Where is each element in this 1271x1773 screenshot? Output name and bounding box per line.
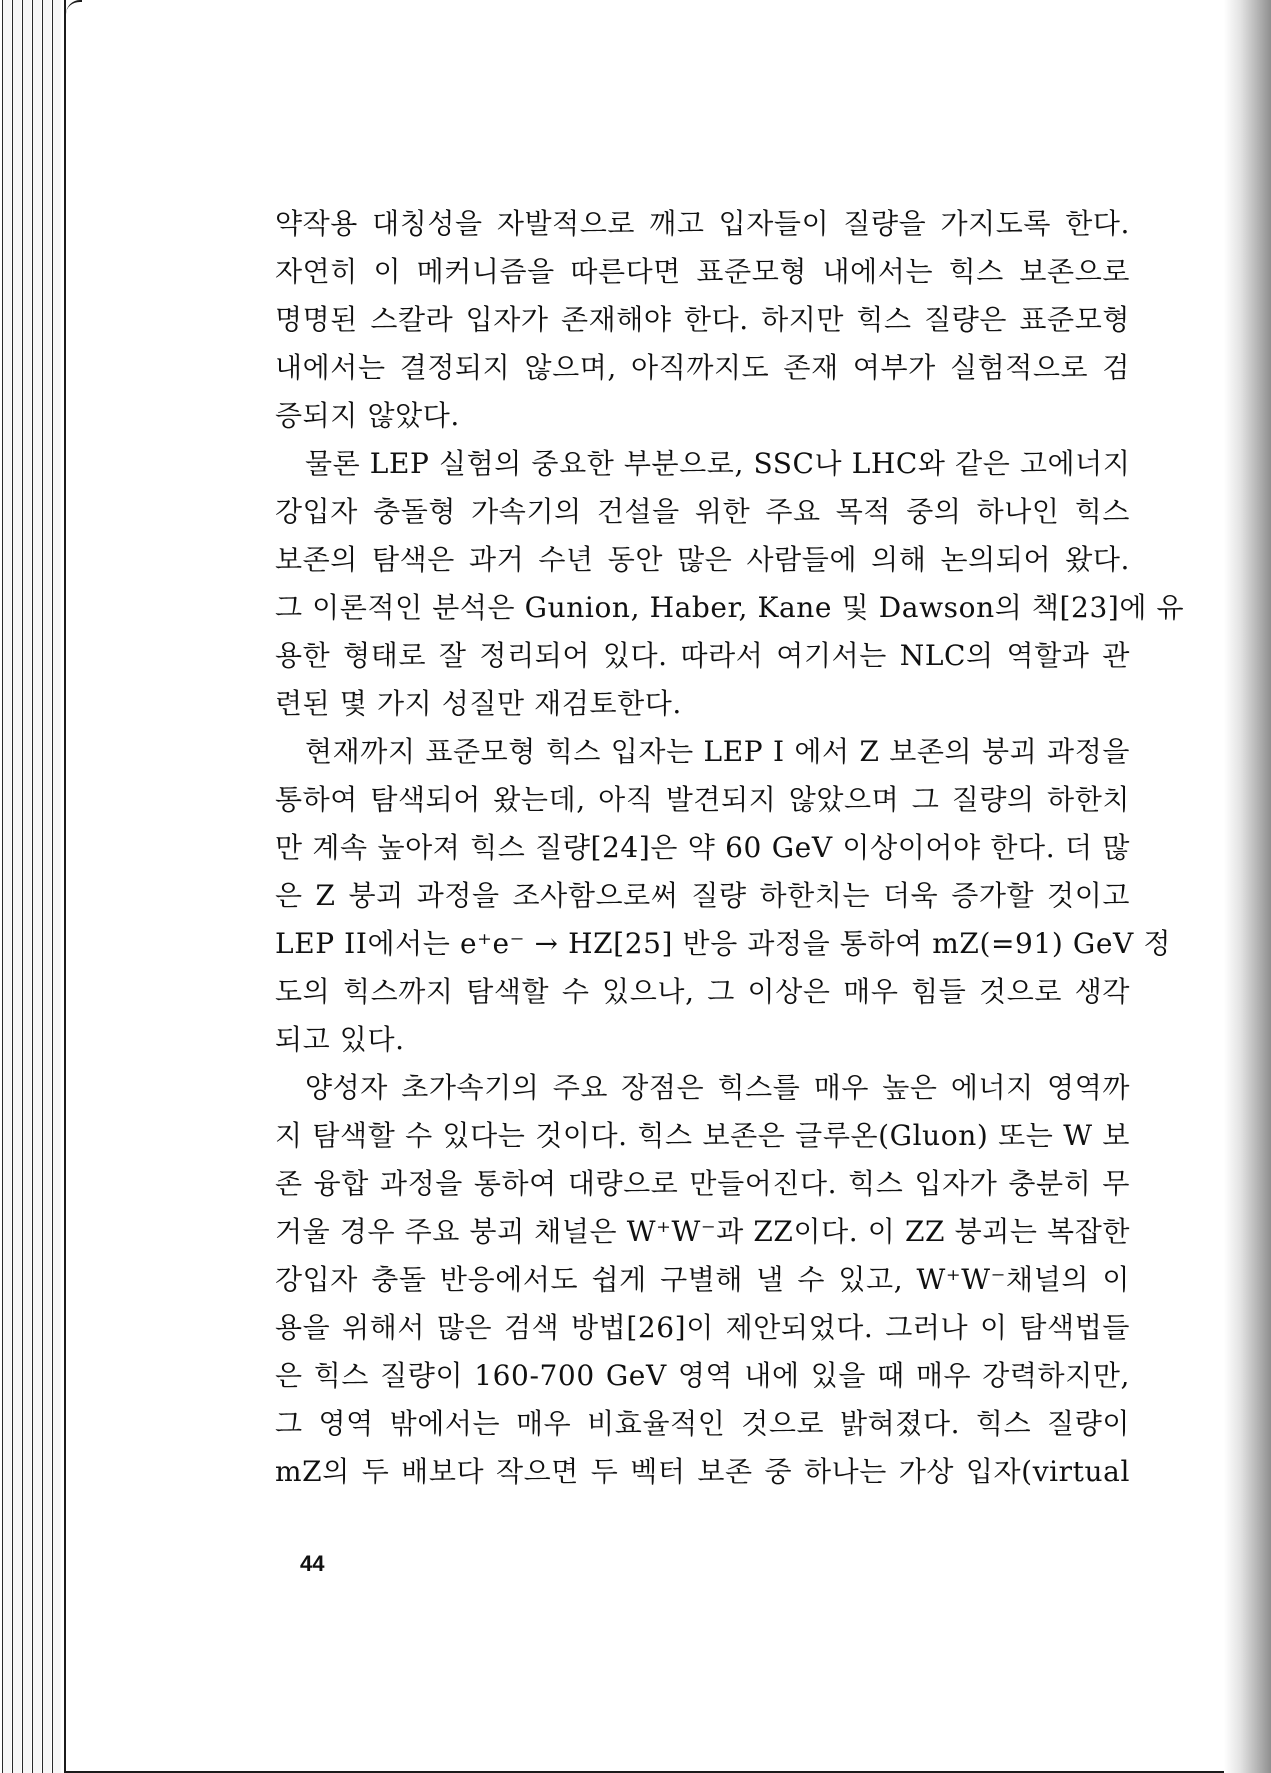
page-stack-edge — [12, 0, 21, 1773]
text-line: 약작용 대칭성을 자발적으로 깨고 입자들이 질량을 가지도록 한다. — [275, 207, 1130, 240]
text-line: 도의 힉스까지 탐색할 수 있으나, 그 이상은 매우 힘들 것으로 생각 — [275, 975, 1130, 1008]
page-stack-edge — [42, 0, 51, 1773]
text-line: 그 영역 밖에서는 매우 비효율적인 것으로 밝혀졌다. 힉스 질량이 — [275, 1407, 1130, 1440]
text-line: 물론 LEP 실험의 중요한 부분으로, SSC나 LHC와 같은 고에너지 — [305, 447, 1131, 480]
text-line: 은 Z 붕괴 과정을 조사함으로써 질량 하한치는 더욱 증가할 것이고 — [275, 879, 1130, 912]
text-line: 강입자 충돌 반응에서도 쉽게 구별해 낼 수 있고, W⁺W⁻채널의 이 — [275, 1263, 1130, 1296]
body-text — [275, 200, 1185, 1496]
text-line: 자연히 이 메커니즘을 따른다면 표준모형 내에서는 힉스 보존으로 — [275, 255, 1130, 288]
page-corner — [66, 0, 82, 22]
page-stack-edge — [52, 0, 61, 1773]
page-stack-edge — [32, 0, 41, 1773]
page-fold-shadow — [1224, 0, 1271, 1773]
text-line: 용을 위해서 많은 검색 방법[26]이 제안되었다. 그러나 이 탐색법들 — [275, 1311, 1130, 1344]
text-line: 은 힉스 질량이 160-700 GeV 영역 내에 있을 때 매우 강력하지만, — [275, 1359, 1130, 1392]
text-line: 통하여 탐색되어 왔는데, 아직 발견되지 않았으며 그 질량의 하한치 — [275, 783, 1130, 816]
text-line: 명명된 스칼라 입자가 존재해야 한다. 하지만 힉스 질량은 표준모형 — [275, 303, 1130, 336]
text-line: 련된 몇 가지 성질만 재검토한다. — [275, 687, 682, 720]
text-line: 강입자 충돌형 가속기의 건설을 위한 주요 목적 중의 하나인 힉스 — [275, 495, 1130, 528]
text-line: 양성자 초가속기의 주요 장점은 힉스를 매우 높은 에너지 영역까 — [305, 1071, 1130, 1104]
text-line: mZ의 두 배보다 작으면 두 벡터 보존 중 하나는 가상 입자(virtual — [275, 1455, 1130, 1488]
text-line: 만 계속 높아져 힉스 질량[24]은 약 60 GeV 이상이어야 한다. 더 많 — [275, 831, 1130, 864]
text-line: 존 융합 과정을 통하여 대량으로 만들어진다. 힉스 입자가 충분히 무 — [275, 1167, 1130, 1200]
text-line: 그 이론적인 분석은 Gunion, Haber, Kane 및 Dawson의 책[23]에 유 — [275, 591, 1185, 624]
text-line: 보존의 탐색은 과거 수년 동안 많은 사람들에 의해 논의되어 왔다. — [275, 543, 1130, 576]
page-stack-edge — [22, 0, 31, 1773]
text-line: 지 탐색할 수 있다는 것이다. 힉스 보존은 글루온(Gluon) 또는 W 보 — [275, 1119, 1130, 1152]
text-line: 내에서는 결정되지 않으며, 아직까지도 존재 여부가 실험적으로 검 — [275, 351, 1130, 384]
text-line: 현재까지 표준모형 힉스 입자는 LEP I 에서 Z 보존의 붕괴 과정을 — [305, 735, 1130, 768]
text-line: 거울 경우 주요 붕괴 채널은 W⁺W⁻과 ZZ이다. 이 ZZ 붕괴는 복잡한 — [275, 1215, 1130, 1248]
text-line: 증되지 않았다. — [275, 399, 460, 432]
text-line: 되고 있다. — [275, 1023, 405, 1056]
text-line: LEP II에서는 e⁺e⁻ → HZ[25] 반응 과정을 통하여 mZ(=91) GeV 정 — [275, 927, 1171, 960]
page-stack-edge — [2, 0, 11, 1773]
text-line: 용한 형태로 잘 정리되어 있다. 따라서 여기서는 NLC의 역할과 관 — [275, 639, 1130, 672]
page-number: 44 — [300, 1551, 325, 1576]
